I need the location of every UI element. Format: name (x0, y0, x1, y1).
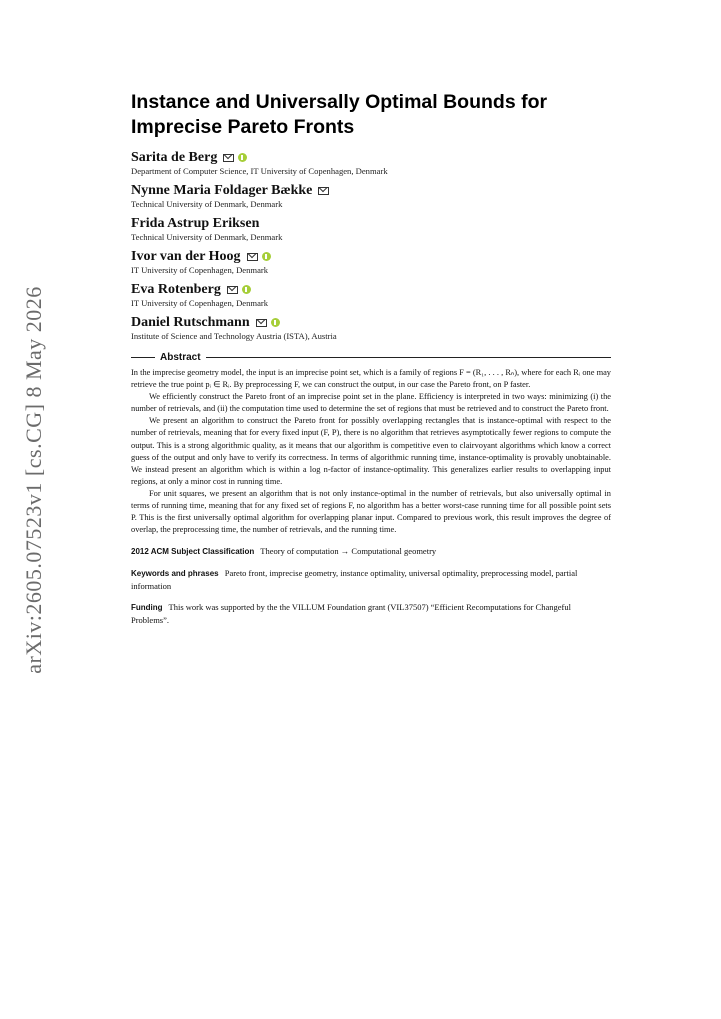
funding-label: Funding (131, 603, 163, 613)
abstract-section (131, 352, 611, 536)
abstract-paragraph-2: We efficiently construct the Pareto front of an imprecise point set in the plane. Efficiency is interpreted in two ways: minimizing (i) the number of retrievals, and (ii) the computation time used to determine the set of regions that must be retrieved and to construct the Pareto front. (131, 392, 611, 414)
mail-icon[interactable] (256, 319, 267, 327)
author-entry (131, 248, 611, 276)
author-list (131, 149, 611, 342)
author-name: Eva Rotenberg (131, 282, 221, 297)
orcid-icon[interactable] (238, 153, 247, 162)
orcid-icon[interactable] (242, 285, 251, 294)
author-entry (131, 182, 611, 210)
author-name-row (131, 248, 611, 265)
author-name-row (131, 281, 611, 298)
author-name-row (131, 215, 611, 232)
arxiv-identifier (12, 286, 56, 674)
mail-icon[interactable] (227, 286, 238, 294)
author-name: Nynne Maria Foldager Bække (131, 183, 313, 198)
funding-text: This work was supported by the the VILLUM Foundation grant (VIL37507) “Efficient Recomputations for Changeful Problems”. (131, 602, 571, 626)
author-entry (131, 314, 611, 342)
author-name: Frida Astrup Eriksen (131, 216, 260, 231)
author-entry (131, 281, 611, 309)
author-name: Daniel Rutschmann (131, 315, 250, 330)
orcid-icon[interactable] (271, 318, 280, 327)
author-entry (131, 215, 611, 243)
orcid-icon[interactable] (262, 252, 271, 261)
paper-title: Instance and Universally Optimal Bounds for Imprecise Pareto Fronts (131, 91, 548, 138)
abstract-heading (131, 352, 611, 363)
mail-icon[interactable] (247, 253, 258, 261)
abstract-paragraph-3: We present an algorithm to construct the Pareto front for possibly overlapping rectangles that is instance-optimal with respect to the number of retrievals, meaning that for every fixed input (F, P), there is no algorithm that retrieves asymptotically fewer regions to compute the output. This is a strong algorithmic quality, as it means that our algorithm is competitive even to clairvoyant algorithms which know a correct guess of the output and only have to verify its correctness. In terms of algorithmic running time, instance-optimality is provably unobtainable. We instead present an algorithm which is within a log n-factor of instance-optimality. This generalizes earlier results to overlapping input regions, at only a minor cost in running time. (131, 416, 611, 486)
abstract-paragraph-4: For unit squares, we present an algorithm that is not only instance-optimal in the number of retrievals, but also universally optimal in terms of running time, meaning that for any fixed set of regions F, no algorithm has a better worst-case running time for all possible point sets P. This is the first universally optimal algorithm for overlapping planar input. Compared to previous work, this result improves the degree of overlap, the preprocessing time, the number of retrievals, and the running time. (131, 488, 611, 535)
abstract-rule-right (206, 357, 611, 358)
author-affiliation: IT University of Copenhagen, Denmark (131, 265, 269, 275)
author-name-row (131, 314, 611, 331)
author-affiliation: Technical University of Denmark, Denmark (131, 199, 283, 209)
keywords-text: Pareto front, imprecise geometry, instance optimality, universal optimality, preprocessing model, partial information (131, 568, 578, 592)
funding (131, 601, 611, 626)
author-name-row (131, 182, 611, 199)
author-affiliation: Department of Computer Science, IT University of Copenhagen, Denmark (131, 166, 388, 176)
abstract-rule-left (131, 357, 155, 358)
acm-classification-text: Theory of computation → Computational geometry (260, 546, 437, 557)
author-affiliation: Technical University of Denmark, Denmark (131, 232, 283, 242)
abstract-paragraph-1: In the imprecise geometry model, the input is an imprecise point set, which is a family of regions F = (R₁, . . . , Rₙ), where for each Rᵢ one may retrieve the true point pᵢ ∈ Rᵢ. By preprocessing F, we can construct the output, in our case the Pareto front, on P faster. (131, 368, 611, 390)
paper-front-matter (131, 90, 611, 626)
author-affiliation: IT University of Copenhagen, Denmark (131, 298, 269, 308)
author-entry (131, 149, 611, 177)
mail-icon[interactable] (223, 154, 234, 162)
author-affiliation: Institute of Science and Technology Austria (ISTA), Austria (131, 331, 337, 341)
keywords (131, 567, 611, 592)
author-name: Ivor van der Hoog (131, 249, 241, 264)
keywords-label: Keywords and phrases (131, 569, 219, 579)
abstract-heading-label: Abstract (160, 352, 201, 363)
acm-classification (131, 545, 611, 558)
mail-icon[interactable] (318, 187, 329, 195)
acm-classification-label: 2012 ACM Subject Classification (131, 547, 255, 557)
author-name: Sarita de Berg (131, 150, 218, 165)
author-name-row (131, 149, 611, 166)
arxiv-id-text: arXiv:2605.07523v1 [cs.CG] 8 May 2026 (21, 286, 47, 674)
